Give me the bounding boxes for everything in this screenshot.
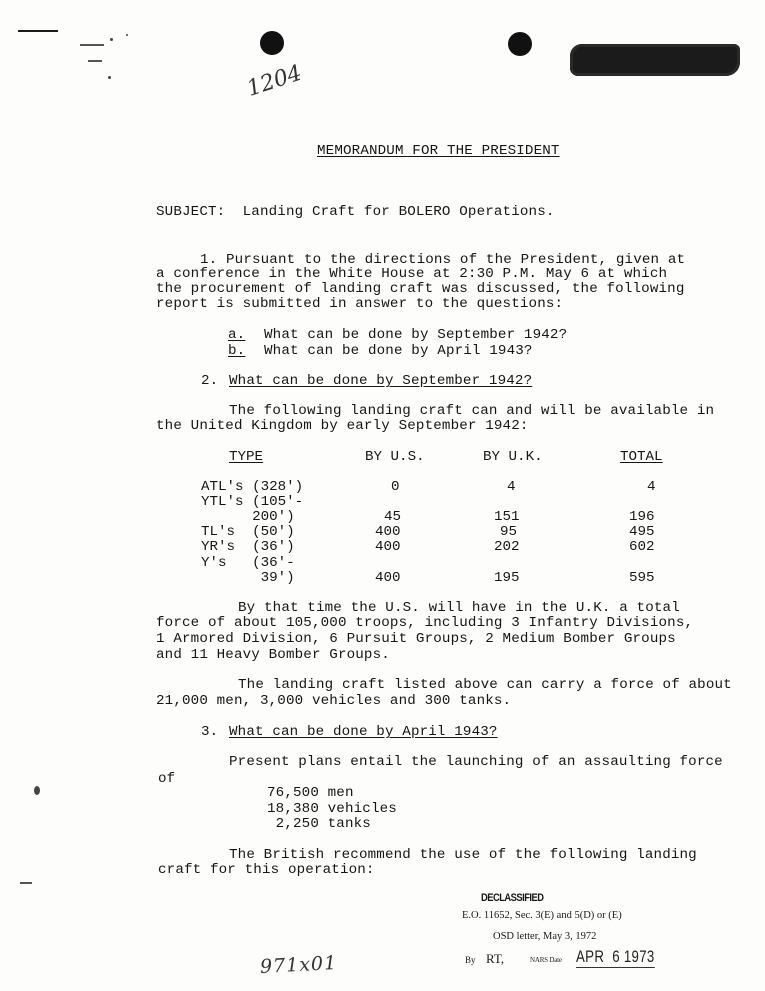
para1-line: report is submitted in answer to the questions: xyxy=(156,296,564,312)
para5-of: of xyxy=(158,771,176,787)
table-cell-uk: 95 xyxy=(500,524,518,540)
table-cell-type: TL's (50') xyxy=(201,524,295,540)
table-cell-us: 400 xyxy=(375,570,401,586)
table-cell-type: ATL's (328') xyxy=(201,479,304,495)
para2-line: The following landing craft can and will be available in xyxy=(229,403,715,419)
table-cell-type: YR's (36') xyxy=(201,539,295,555)
declassified-heading: DECLASSIFIED xyxy=(481,892,544,904)
table-header-total: TOTAL xyxy=(620,449,663,465)
margin-mark-bottom xyxy=(20,882,32,884)
margin-mark-3 xyxy=(88,60,102,62)
margin-mark-top xyxy=(18,30,58,32)
para5-line: Present plans entail the launching of an assaulting force xyxy=(229,754,723,770)
question-letter-b: b. xyxy=(228,343,246,359)
table-header-us: BY U.S. xyxy=(365,449,425,465)
table-cell-total: 602 xyxy=(629,539,655,555)
page-title: MEMORANDUM FOR THE PRESIDENT xyxy=(317,143,560,159)
punch-hole-left xyxy=(260,31,284,55)
table-cell-us: 400 xyxy=(375,524,401,540)
para4-line: The landing craft listed above can carry a force of about xyxy=(238,677,732,693)
margin-mark-2 xyxy=(80,44,104,46)
force-list-item: 76,500 men xyxy=(267,785,354,801)
para3-line: By that time the U.S. will have in the U.K. a total xyxy=(238,600,680,616)
para1-line: a conference in the White House at 2:30 P.M. May 6 at which xyxy=(156,266,668,282)
table-cell-type: YTL's (105'- xyxy=(201,494,304,510)
section2-heading: What can be done by September 1942? xyxy=(229,373,533,389)
table-cell-uk: 202 xyxy=(494,539,520,555)
force-list-item: 18,380 vehicles xyxy=(267,801,397,817)
table-cell-total: 495 xyxy=(629,524,655,540)
table-cell-type: 200') xyxy=(201,509,295,525)
para3-line: force of about 105,000 troops, including 3 Infantry Divisions, xyxy=(156,615,694,631)
declassified-eo-line: E.O. 11652, Sec. 3(E) and 5(D) or (E) xyxy=(462,910,622,921)
para3-line: and 11 Heavy Bomber Groups. xyxy=(156,647,390,663)
para3-line: 1 Armored Division, 6 Pursuit Groups, 2 Medium Bomber Groups xyxy=(156,631,676,647)
table-cell-uk: 4 xyxy=(507,479,516,495)
speck-3 xyxy=(108,76,111,79)
para2-line: the United Kingdom by early September 1942: xyxy=(156,418,529,434)
force-list-item: 2,250 tanks xyxy=(267,816,371,832)
subject-line: SUBJECT: Landing Craft for BOLERO Operations. xyxy=(156,204,555,220)
handwritten-note-bottom: 971x01 xyxy=(259,951,338,979)
speck-2 xyxy=(126,34,128,36)
declassified-by-label: By xyxy=(465,955,476,965)
para1-line: 1. Pursuant to the directions of the President, given at xyxy=(200,252,686,268)
table-cell-uk: 195 xyxy=(494,570,520,586)
table-header-uk: BY U.K. xyxy=(483,449,543,465)
para6-line: The British recommend the use of the following landing xyxy=(229,847,697,863)
question-letter-a: a. xyxy=(228,327,246,343)
declassified-nars-label: NARS Date xyxy=(530,956,562,964)
declassified-osd-line: OSD letter, May 3, 1972 xyxy=(493,931,597,942)
section2-number: 2. xyxy=(201,373,219,389)
table-cell-type: 39') xyxy=(201,570,295,586)
section3-heading: What can be done by April 1943? xyxy=(229,724,498,740)
para6-line: craft for this operation: xyxy=(158,862,375,878)
table-cell-total: 4 xyxy=(647,479,656,495)
table-cell-total: 196 xyxy=(629,509,655,525)
declassified-by-value: RT, xyxy=(486,951,505,966)
para4-line: 21,000 men, 3,000 vehicles and 300 tanks. xyxy=(156,693,512,709)
table-header-type: TYPE xyxy=(229,449,264,465)
table-cell-total: 595 xyxy=(629,570,655,586)
punch-hole-right xyxy=(508,32,532,56)
para1-line: the procurement of landing craft was discussed, the following xyxy=(156,281,685,297)
handwritten-note-top: 1204 xyxy=(244,60,305,102)
speck-1 xyxy=(110,38,113,41)
margin-speck xyxy=(34,786,40,795)
table-cell-type: Y's (36'- xyxy=(201,555,295,571)
redaction-blot xyxy=(570,44,740,76)
section3-number: 3. xyxy=(201,724,219,740)
table-cell-us: 45 xyxy=(384,509,402,525)
question-text-b: What can be done by April 1943? xyxy=(264,343,533,359)
table-cell-us: 0 xyxy=(391,479,400,495)
table-cell-uk: 151 xyxy=(494,509,520,525)
question-text-a: What can be done by September 1942? xyxy=(264,327,568,343)
table-cell-us: 400 xyxy=(375,539,401,555)
declassified-nars-value: APR 6 1973 xyxy=(576,947,655,966)
